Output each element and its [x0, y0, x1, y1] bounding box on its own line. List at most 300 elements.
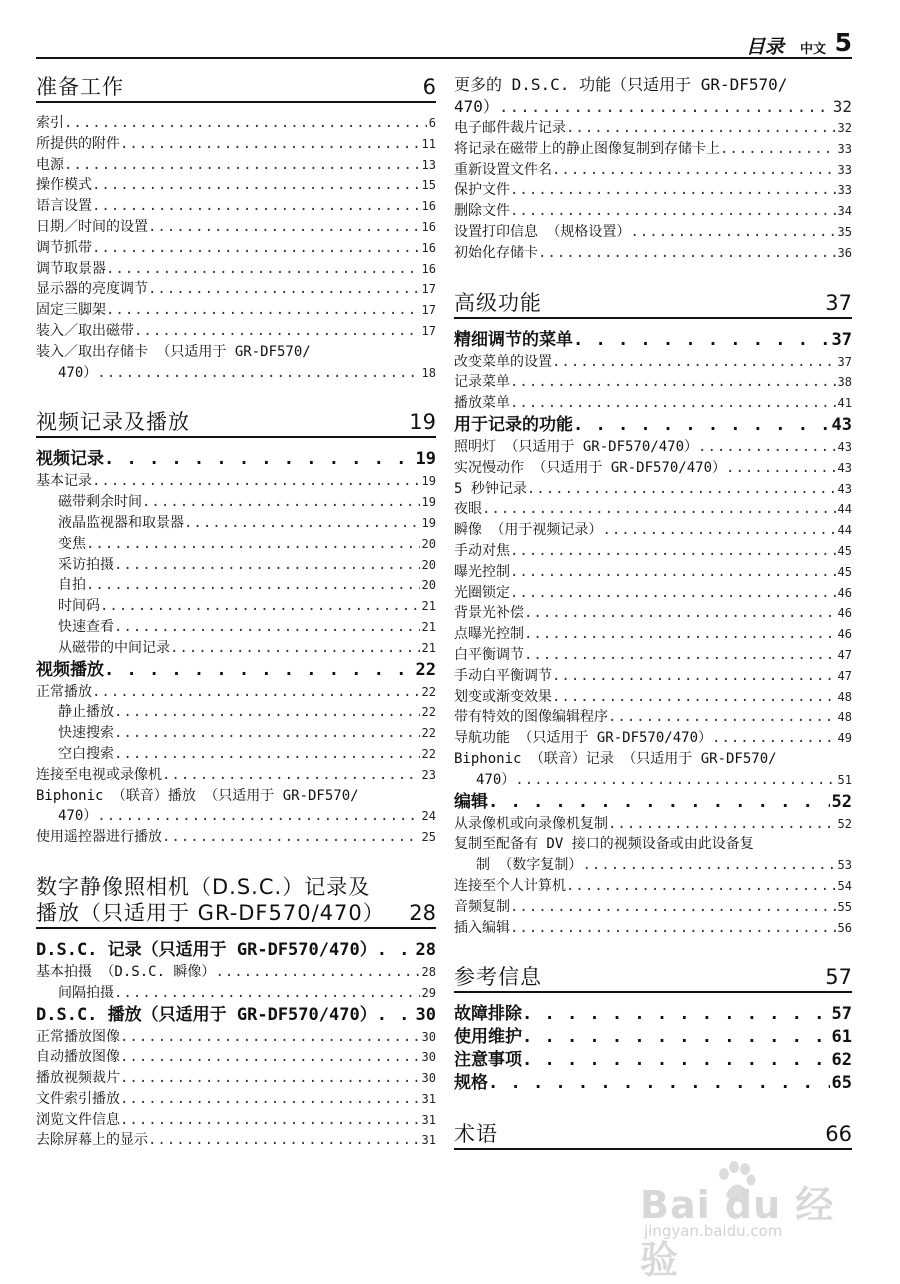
header-language: 中文: [799, 42, 826, 57]
toc-entry[interactable]: [454, 118, 852, 139]
entry-title: 手动白平衡调节: [454, 667, 552, 684]
section-page: 19: [409, 410, 436, 435]
entry-title: 划变或渐变效果: [454, 688, 552, 705]
toc-entry[interactable]: [36, 1027, 436, 1048]
entry-page: 22: [421, 705, 436, 720]
dot-leader: [86, 534, 420, 555]
toc-entry[interactable]: [36, 492, 436, 513]
dot-leader: [566, 876, 836, 897]
entry-title: 空白搜索: [58, 745, 114, 762]
dot-leader: [524, 624, 836, 645]
entry-title: D.S.C. 记录（只适用于 GR-DF570/470）: [36, 939, 377, 960]
section-page: 28: [409, 900, 436, 925]
dot-leader: [482, 499, 836, 520]
dot-leader: [184, 513, 420, 534]
toc-entry-cont: [36, 806, 436, 827]
dot-leader: [106, 259, 420, 280]
entry-page: 19: [421, 515, 436, 530]
dot-leader: [120, 1027, 420, 1048]
toc-entry[interactable]: [36, 471, 436, 492]
entry-title: 装入／取出磁带: [36, 322, 134, 339]
entry-title-cont: 470）: [58, 808, 98, 825]
entry-title: 将记录在磁带上的静止图像复制到存储卡上: [454, 140, 720, 157]
entry-title: 规格: [454, 1073, 488, 1094]
entry-title: 静止播放: [58, 704, 114, 721]
toc-entry[interactable]: [36, 765, 436, 786]
dot-leader: [538, 243, 836, 264]
entry-title: 改变菜单的设置: [454, 353, 552, 370]
entry-title: 夜眼: [454, 501, 482, 518]
entry-title: 注意事项: [454, 1050, 522, 1071]
toc-entry[interactable]: [454, 728, 852, 749]
entry-title: 语言设置: [36, 198, 92, 215]
toc-entry[interactable]: [454, 352, 852, 373]
entry-title: 使用遥控器进行播放: [36, 829, 162, 846]
entry-page: 43: [837, 439, 852, 454]
toc-entry[interactable]: [454, 876, 852, 897]
dot-leader: [712, 728, 836, 749]
dot-leader: [522, 1026, 830, 1049]
toc-entry[interactable]: [454, 918, 852, 939]
section-page: 57: [825, 965, 852, 990]
page-header: [36, 28, 852, 60]
entry-title: 删除文件: [454, 203, 510, 220]
toc-entry[interactable]: [36, 238, 436, 259]
entry-title: 编辑: [454, 791, 488, 812]
entry-page: 34: [837, 204, 852, 219]
entry-page: 52: [837, 816, 852, 831]
entry-title: 自拍: [58, 577, 86, 594]
entry-page: 13: [421, 157, 436, 172]
toc-entry[interactable]: [454, 645, 852, 666]
entry-title: 正常播放: [36, 683, 92, 700]
watermark-url: jingyan.baidu.com: [644, 1222, 783, 1240]
entry-title: 视频播放: [36, 659, 104, 680]
toc-entry-cont: [454, 770, 852, 791]
entry-page: 6: [428, 116, 436, 130]
entry-page: 47: [837, 647, 852, 662]
entry-title: Biphonic （联音）播放 （只适用于 GR-DF570/: [36, 787, 359, 804]
dot-leader: [608, 707, 836, 728]
section-title: 准备工作: [36, 75, 124, 99]
more-dsc-line1: [454, 74, 852, 96]
entry-page: 44: [837, 502, 852, 517]
toc-entry[interactable]: [36, 702, 436, 723]
entry-title: 连接至个人计算机: [454, 877, 566, 894]
section-dsc-heading: [36, 874, 436, 929]
section-title-line2: [36, 900, 436, 926]
toc-entry[interactable]: [36, 1089, 436, 1110]
entry-title: 播放菜单: [454, 395, 510, 412]
entry-page: 51: [837, 772, 852, 787]
section-page: 37: [825, 290, 852, 315]
dot-leader: [510, 393, 836, 414]
entry-title: 调节抓带: [36, 239, 92, 256]
entry-page: 33: [837, 183, 852, 198]
dot-leader: [106, 300, 420, 321]
entry-page: 30: [421, 1071, 436, 1086]
toc-entry[interactable]: [454, 372, 852, 393]
entry-page: 61: [831, 1027, 852, 1048]
entry-title: 视频记录: [36, 449, 104, 470]
entry-page: 28: [421, 964, 436, 979]
entry-page: 19: [421, 495, 436, 510]
entry-title-cont: 470）: [476, 771, 516, 788]
entry-page: 15: [421, 178, 436, 193]
dot-leader: [114, 555, 420, 576]
entry-page: 48: [837, 710, 852, 725]
toc-entry[interactable]: [36, 1047, 436, 1068]
section-title: 数字静像照相机（D.S.C.）记录及: [36, 874, 371, 899]
dot-leader: [510, 562, 836, 583]
toc-entry[interactable]: [36, 534, 436, 555]
dot-leader: [524, 645, 836, 666]
entry-title: 液晶监视器和取景器: [58, 514, 184, 531]
toc-entry[interactable]: [36, 321, 436, 342]
dot-leader: [510, 583, 836, 604]
dot-leader: [499, 96, 831, 118]
dot-leader: [114, 744, 420, 765]
toc-entry[interactable]: [454, 814, 852, 835]
entry-title: 白平衡调节: [454, 646, 524, 663]
more-dsc-line2[interactable]: [454, 96, 852, 118]
toc-entry[interactable]: [454, 666, 852, 687]
entry-title: 背景光补偿: [454, 605, 524, 622]
toc-entry[interactable]: [36, 682, 436, 703]
toc-subheading[interactable]: [36, 1004, 436, 1027]
toc-entry[interactable]: [36, 513, 436, 534]
entry-title: 变焦: [58, 535, 86, 552]
entry-page: 43: [831, 414, 852, 435]
toc-left-column: [36, 74, 436, 1151]
toc-entry[interactable]: [36, 1110, 436, 1131]
entry-page: 28: [415, 939, 436, 960]
toc-entry[interactable]: [36, 596, 436, 617]
toc-entry[interactable]: [454, 201, 852, 222]
entry-title: 操作模式: [36, 177, 92, 194]
dot-leader: [608, 814, 836, 835]
toc-entry[interactable]: [454, 139, 852, 160]
toc-entry[interactable]: [36, 134, 436, 155]
entry-title: 复制至配备有 DV 接口的视频设备或由此设备复: [454, 836, 754, 853]
entry-title: 精细调节的菜单: [454, 329, 573, 350]
toc-subheading[interactable]: [454, 1026, 852, 1049]
toc-entry[interactable]: [36, 983, 436, 1004]
entry-title: 自动播放图像: [36, 1049, 120, 1066]
section-page: 66: [825, 1122, 852, 1147]
dot-leader: [602, 520, 835, 541]
entry-page: 43: [837, 481, 852, 496]
toc-entry[interactable]: [36, 1068, 436, 1089]
dot-leader: [114, 723, 420, 744]
entry-page: 30: [415, 1004, 436, 1025]
dot-leader: [582, 855, 835, 876]
toc-subheading[interactable]: [454, 329, 852, 352]
toc-entry[interactable]: [36, 342, 436, 363]
entry-page: 32: [837, 121, 852, 135]
entry-title: 故障排除: [454, 1004, 522, 1025]
entry-title: 电子邮件裁片记录: [454, 120, 566, 136]
section-glossary-heading: [454, 1121, 852, 1150]
toc-entry[interactable]: [454, 222, 852, 243]
entry-page: 22: [421, 684, 436, 699]
toc-subheading[interactable]: [36, 939, 436, 962]
toc-entry[interactable]: [36, 175, 436, 196]
entry-page: 56: [837, 920, 852, 935]
header-page-number: 5: [834, 28, 852, 57]
dot-leader: [92, 682, 420, 703]
toc-entry[interactable]: [36, 786, 436, 807]
entry-title: 更多的 D.S.C. 功能（只适用于 GR-DF570/: [454, 75, 788, 94]
toc-entry[interactable]: [454, 520, 852, 541]
entry-page: 33: [837, 162, 852, 177]
dot-leader: [698, 437, 836, 458]
entry-page: 25: [421, 830, 436, 845]
entry-page: 19: [415, 449, 436, 470]
section-title: 术语: [454, 1122, 498, 1147]
toc-subheading[interactable]: [454, 791, 852, 814]
dot-leader: [104, 659, 414, 682]
entry-title: 磁带剩余时间: [58, 494, 142, 511]
entry-page: 19: [421, 474, 436, 489]
entry-page: 30: [421, 1029, 436, 1044]
entry-page: 53: [837, 858, 852, 873]
toc-entry[interactable]: [36, 113, 436, 134]
entry-title: 装入／取出存储卡 （只适用于 GR-DF570/: [36, 343, 311, 360]
entry-title: 快速查看: [58, 618, 114, 635]
entry-page: 65: [831, 1073, 852, 1094]
toc-entry[interactable]: [36, 575, 436, 596]
entry-page: 57: [831, 1004, 852, 1025]
toc-entry[interactable]: [36, 555, 436, 576]
entry-page: 20: [421, 578, 436, 593]
section-advanced-heading: [454, 290, 852, 319]
toc-entry[interactable]: [454, 749, 852, 770]
dot-leader: [552, 687, 836, 708]
entry-page: 62: [831, 1050, 852, 1071]
entry-title: 连接至电视或录像机: [36, 766, 162, 783]
toc-entry[interactable]: [36, 196, 436, 217]
dot-leader: [527, 479, 836, 500]
entry-page: 23: [421, 767, 436, 782]
entry-page: 43: [837, 460, 852, 475]
entry-page: 36: [837, 245, 852, 260]
entry-page: 16: [421, 240, 436, 255]
dot-leader: [97, 363, 419, 384]
entry-title: 5 秒钟记录: [454, 480, 527, 497]
dot-leader: [120, 1068, 420, 1089]
dot-leader: [148, 217, 420, 238]
entry-title: 文件索引播放: [36, 1090, 120, 1107]
entry-page: 20: [421, 536, 436, 551]
dot-leader: [720, 139, 836, 160]
entry-page: 17: [421, 303, 436, 318]
entry-page: 20: [421, 557, 436, 572]
toc-entry[interactable]: [36, 723, 436, 744]
toc-entry[interactable]: [454, 707, 852, 728]
dot-leader: [510, 201, 836, 222]
toc-entry[interactable]: [36, 155, 436, 176]
toc-entry[interactable]: [36, 638, 436, 659]
entry-title: 正常播放图像: [36, 1028, 120, 1045]
toc-entry-cont: [454, 855, 852, 876]
entry-title: 记录菜单: [454, 374, 510, 391]
entry-title: 日期／时间的设置: [36, 218, 148, 235]
dot-leader: [488, 791, 830, 814]
entry-page: 21: [421, 619, 436, 634]
dot-leader: [630, 222, 835, 243]
toc-entry[interactable]: [454, 160, 852, 181]
entry-title: D.S.C. 播放（只适用于 GR-DF570/470）: [36, 1004, 377, 1025]
entry-page: 55: [837, 899, 852, 914]
dot-leader: [114, 702, 420, 723]
entry-title: Biphonic （联音）记录 （只适用于 GR-DF570/: [454, 750, 777, 767]
entry-page: 46: [837, 627, 852, 642]
entry-page: 29: [421, 985, 436, 1000]
entry-page: 32: [832, 97, 852, 116]
toc-entry[interactable]: [454, 562, 852, 583]
toc-entry[interactable]: [36, 827, 436, 848]
toc-entry[interactable]: [454, 437, 852, 458]
dot-leader: [120, 134, 420, 155]
toc-entry[interactable]: [454, 499, 852, 520]
dot-leader: [120, 1047, 420, 1068]
entry-page: 48: [837, 689, 852, 704]
entry-title: 电源: [36, 156, 64, 173]
entry-page: 52: [831, 791, 852, 812]
entry-title: 时间码: [58, 598, 100, 615]
toc-subheading[interactable]: [36, 659, 436, 682]
toc-subheading[interactable]: [454, 1072, 852, 1095]
toc-entry[interactable]: [454, 603, 852, 624]
toc-entry[interactable]: [36, 617, 436, 638]
entry-title: 照明灯 （只适用于 GR-DF570/470）: [454, 438, 699, 455]
entry-page: 24: [421, 809, 436, 824]
entry-title: 音频复制: [454, 898, 510, 915]
entry-page: 31: [421, 1112, 436, 1127]
section-title: 播放（只适用于 GR-DF570/470）: [36, 900, 385, 925]
entry-title: 所提供的附件: [36, 135, 120, 152]
toc-subheading[interactable]: [454, 414, 852, 437]
entry-title: 带有特效的图像编辑程序: [454, 709, 608, 726]
entry-title: 设置打印信息 （规格设置）: [454, 223, 631, 240]
entry-page: 22: [421, 726, 436, 741]
watermark-brand: Bai du 经验: [640, 1183, 835, 1282]
entry-title: 从录像机或向录像机复制: [454, 815, 608, 832]
toc-entry[interactable]: [454, 541, 852, 562]
entry-page: 21: [421, 599, 436, 614]
entry-title-cont: 制 （数字复制）: [476, 857, 583, 874]
entry-title: 光圈锁定: [454, 584, 510, 601]
baidu-watermark: [640, 1160, 860, 1282]
section-title: 高级功能: [454, 290, 542, 315]
entry-page: 30: [421, 1050, 436, 1065]
entry-title: 实况慢动作 （只适用于 GR-DF570/470）: [454, 459, 727, 476]
dot-leader: [142, 492, 420, 513]
dot-leader: [510, 541, 836, 562]
entry-page: 47: [837, 668, 852, 683]
dot-leader: [377, 939, 414, 962]
toc-entry[interactable]: [454, 243, 852, 264]
entry-page: 49: [837, 731, 852, 746]
entry-page: 31: [421, 1133, 436, 1148]
toc-entry[interactable]: [454, 180, 852, 201]
dot-leader: [104, 448, 414, 471]
section-title: 参考信息: [454, 965, 542, 990]
toc-entry[interactable]: [36, 217, 436, 238]
dot-leader: [64, 155, 420, 176]
entry-page: 17: [421, 282, 436, 297]
dot-leader: [524, 603, 836, 624]
toc-entry[interactable]: [454, 834, 852, 855]
entry-title: 初始化存储卡: [454, 244, 538, 261]
dot-leader: [114, 617, 420, 638]
toc-entry[interactable]: [454, 687, 852, 708]
toc-entry[interactable]: [36, 744, 436, 765]
entry-page: 46: [837, 585, 852, 600]
toc-entry[interactable]: [36, 300, 436, 321]
dot-leader: [215, 962, 419, 983]
toc-entry[interactable]: [36, 259, 436, 280]
entry-title: 显示器的亮度调节: [36, 281, 148, 298]
entry-page: 17: [421, 323, 436, 338]
section-title-line1: [36, 874, 436, 900]
entry-page: 16: [421, 219, 436, 234]
dot-leader: [510, 372, 836, 393]
section-reference-heading: [454, 964, 852, 993]
entry-page: 21: [421, 640, 436, 655]
entry-title: 播放视频裁片: [36, 1070, 120, 1087]
dot-leader: [92, 238, 420, 259]
entry-page: 37: [837, 354, 852, 369]
entry-title: 手动对焦: [454, 542, 510, 559]
dot-leader: [100, 596, 420, 617]
header-rule: [36, 57, 852, 59]
toc-entry[interactable]: [36, 962, 436, 983]
entry-page: 37: [831, 329, 852, 350]
entry-title: 曝光控制: [454, 563, 510, 580]
entry-title: 从磁带的中间记录: [58, 639, 170, 656]
entry-title: 470）: [454, 97, 499, 116]
toc-entry[interactable]: [454, 479, 852, 500]
dot-leader: [552, 352, 836, 373]
toc-entry[interactable]: [454, 897, 852, 918]
toc-entry-cont: [36, 363, 436, 384]
entry-title: 索引: [36, 115, 64, 131]
dot-leader: [488, 1072, 830, 1095]
toc-entry[interactable]: [454, 458, 852, 479]
entry-page: 46: [837, 606, 852, 621]
entry-title: 基本记录: [36, 473, 92, 490]
toc-subheading[interactable]: [454, 1003, 852, 1026]
entry-title: 插入编辑: [454, 919, 510, 936]
dot-leader: [726, 458, 836, 479]
toc-subheading[interactable]: [454, 1049, 852, 1072]
section-video-heading: [36, 409, 436, 438]
entry-title: 间隔拍摄: [58, 984, 114, 1001]
toc-entry[interactable]: [36, 279, 436, 300]
dot-leader: [92, 196, 420, 217]
toc-subheading[interactable]: [36, 448, 436, 471]
toc-entry[interactable]: [454, 393, 852, 414]
entry-page: 38: [837, 375, 852, 390]
toc-entry[interactable]: [454, 624, 852, 645]
entry-title: 使用维护: [454, 1027, 522, 1048]
entry-title: 点曝光控制: [454, 626, 524, 643]
toc-entry[interactable]: [454, 583, 852, 604]
toc-entry[interactable]: [36, 1130, 436, 1151]
entry-page: 11: [421, 136, 436, 151]
